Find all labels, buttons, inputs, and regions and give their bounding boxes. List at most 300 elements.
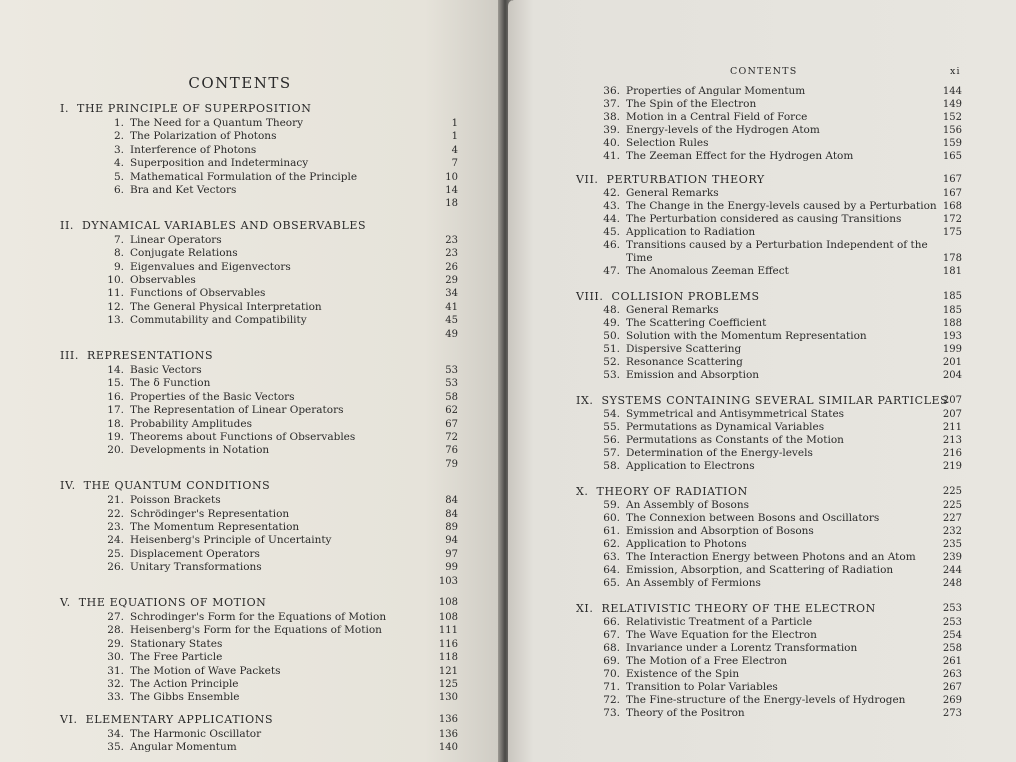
section-number: 20. — [107, 444, 124, 457]
chapter-heading — [60, 102, 311, 115]
chapter-page-number: 207 — [942, 395, 962, 406]
section-title: Energy-levels of the Hydrogen Atom — [626, 124, 820, 136]
section-number: 34. — [107, 727, 124, 740]
toc-entry — [104, 741, 237, 753]
section-title: The Polarization of Photons — [130, 130, 277, 143]
section-number: 19. — [107, 431, 124, 443]
section-title: Permutations as Constants of the Motion — [626, 434, 844, 446]
section-number: 8. — [113, 247, 124, 260]
section-number: 40. — [603, 137, 620, 149]
chapter-heading — [60, 596, 266, 609]
section-number: 58. — [603, 460, 620, 472]
toc-entry — [104, 391, 295, 403]
toc-entry — [104, 444, 269, 456]
section-title: General Remarks — [626, 187, 719, 199]
toc-entry — [104, 534, 331, 546]
toc-entry — [600, 213, 901, 225]
section-number: 38. — [603, 111, 620, 123]
section-page-number: 84 — [445, 508, 458, 520]
section-number: 42. — [603, 187, 620, 199]
section-title: Emission, Absorption, and Scattering of Radiation — [626, 564, 894, 576]
section-title: The Zeeman Effect for the Hydrogen Atom — [626, 150, 854, 162]
chapter-heading — [60, 479, 270, 492]
chapter-numeral: I. — [60, 102, 70, 115]
section-page-number: 263 — [942, 669, 962, 680]
page-title: CONTENTS — [188, 74, 292, 92]
section-number: 53. — [603, 369, 620, 381]
section-title: Bra and Ket Vectors — [130, 184, 237, 196]
section-number: 28. — [107, 624, 124, 637]
section-title: The Fine-structure of the Energy-levels of Hydrogen — [626, 694, 906, 706]
section-page-number: 172 — [942, 214, 962, 225]
section-number: 47. — [603, 265, 620, 277]
section-number: 25. — [107, 547, 124, 560]
section-title: Dispersive Scattering — [626, 343, 742, 355]
section-number: 69. — [603, 655, 620, 667]
section-number: 55. — [603, 421, 620, 433]
section-number: 32. — [107, 678, 124, 690]
section-title: The Anomalous Zeeman Effect — [626, 265, 789, 277]
section-page-number: 136 — [438, 728, 458, 740]
section-page-number: 84 — [445, 495, 458, 507]
section-page-number: 144 — [942, 86, 962, 97]
toc-entry — [104, 364, 202, 376]
section-page-number: 34 — [445, 288, 458, 300]
section-number: 45. — [603, 226, 620, 238]
toc-entry — [600, 460, 755, 472]
section-title: Theory of the Positron — [626, 707, 745, 719]
toc-entry — [104, 301, 322, 313]
section-number: 15. — [107, 377, 124, 390]
section-title: Basic Vectors — [130, 364, 202, 376]
section-title: Stationary States — [130, 637, 223, 650]
section-title: Displacement Operators — [130, 547, 260, 560]
section-page-number: 193 — [942, 331, 962, 342]
section-title: Mathematical Formulation of the Principle — [130, 170, 358, 183]
section-title: Superposition and Indeterminacy — [130, 157, 309, 170]
toc-entry — [600, 642, 857, 654]
section-title: Motion in a Central Field of Force — [626, 111, 808, 123]
section-title: General Remarks — [626, 304, 719, 316]
section-number: 22. — [107, 507, 124, 520]
toc-entry — [600, 304, 719, 316]
section-title: Functions of Observables — [130, 287, 266, 300]
section-number: 14. — [107, 364, 124, 376]
toc-entry — [104, 494, 221, 506]
section-number: 73. — [603, 707, 620, 719]
toc-entry — [600, 369, 759, 381]
chapter-heading — [576, 290, 760, 303]
toc-entry — [104, 418, 252, 430]
section-title: Observables — [130, 274, 196, 286]
section-page-number: 213 — [942, 435, 962, 446]
chapter-title: RELATIVISTIC THEORY OF THE ELECTRON — [601, 602, 876, 615]
toc-entry — [600, 124, 820, 136]
section-title: The Change in the Energy-levels caused by a Perturbation — [626, 200, 937, 212]
section-page-number: 219 — [942, 461, 962, 472]
section-page-number: 23 — [445, 234, 458, 246]
toc-entry — [104, 431, 355, 443]
toc-entry — [600, 111, 807, 123]
toc-entry — [104, 117, 303, 129]
toc-entry — [600, 356, 743, 368]
section-number: 5. — [113, 170, 124, 183]
section-number: 10. — [107, 274, 124, 286]
toc-entry — [104, 691, 240, 703]
toc-entry — [600, 265, 789, 277]
section-number: 29. — [107, 637, 124, 650]
section-number: 54. — [603, 408, 620, 420]
section-title: Angular Momentum — [130, 741, 237, 754]
section-title: The Motion of Wave Packets — [130, 664, 281, 677]
section-title: Linear Operators — [130, 233, 222, 246]
section-number: 68. — [603, 642, 620, 654]
chapter-page-number: 185 — [942, 291, 962, 302]
section-number: 56. — [603, 434, 620, 446]
section-number: 1. — [113, 117, 124, 129]
chapter-page-number: 253 — [942, 603, 962, 614]
toc-entry — [600, 187, 719, 199]
section-number: 52. — [603, 356, 620, 368]
toc-entry — [600, 538, 747, 550]
section-title: Interference of Photons — [130, 143, 257, 156]
section-title: Heisenberg's Form for the Equations of Motion — [130, 624, 382, 637]
section-title: Probability Amplitudes — [130, 417, 252, 430]
section-number: 30. — [107, 651, 124, 664]
toc-entry — [600, 668, 739, 680]
section-title: The Scattering Coefficient — [626, 317, 767, 329]
section-number: 37. — [603, 98, 620, 110]
chapter-title: THEORY OF RADIATION — [596, 485, 748, 498]
section-number: 49. — [603, 317, 620, 329]
toc-entry — [104, 665, 280, 677]
section-page-number: 239 — [942, 552, 962, 563]
section-number: 61. — [603, 525, 620, 537]
toc-entry — [104, 130, 276, 142]
chapter-title: REPRESENTATIONS — [86, 349, 214, 362]
section-page-number: 273 — [942, 708, 962, 719]
section-page-number: 168 — [942, 201, 962, 212]
chapter-title: COLLISION PROBLEMS — [611, 290, 760, 303]
section-title: Relativistic Treatment of a Particle — [626, 616, 813, 628]
chapter-heading — [60, 349, 213, 362]
section-title: The Need for a Quantum Theory — [130, 117, 304, 129]
section-page-number: 254 — [942, 630, 962, 641]
section-title: Permutations as Dynamical Variables — [626, 421, 825, 433]
section-number: 2. — [113, 130, 124, 143]
section-page-number: 7 — [451, 158, 458, 170]
section-number: 60. — [603, 512, 620, 524]
section-title: The Perturbation considered as causing Transitions — [626, 213, 902, 225]
section-number: 24. — [107, 534, 124, 547]
section-number: 41. — [603, 150, 620, 162]
section-number: 44. — [603, 213, 620, 225]
section-page-number: 116 — [438, 638, 458, 650]
section-number: 11. — [107, 287, 124, 300]
section-page-number: 121 — [438, 665, 458, 677]
section-page-number: 10 — [445, 171, 458, 183]
section-title: Application to Radiation — [626, 226, 756, 238]
section-page-number: 118 — [438, 652, 458, 664]
running-head: CONTENTS — [730, 66, 798, 77]
section-page-number: 103 — [438, 575, 458, 587]
section-number: 46. — [603, 239, 620, 251]
toc-entry — [104, 377, 210, 389]
chapter-numeral: X. — [576, 485, 589, 498]
toc-entry — [600, 681, 778, 693]
chapter-page-number: 225 — [942, 486, 962, 497]
section-page-number: 199 — [942, 344, 962, 355]
section-page-number: 225 — [942, 500, 962, 511]
toc-entry — [600, 98, 756, 110]
section-page-number: 14 — [445, 185, 458, 196]
section-page-number: 178 — [942, 253, 962, 264]
section-title: The Representation of Linear Operators — [130, 404, 344, 417]
toc-entry — [600, 707, 745, 719]
toc-entry — [104, 548, 260, 560]
chapter-numeral: V. — [60, 596, 71, 609]
section-title: The Momentum Representation — [130, 521, 300, 533]
toc-entry — [104, 234, 222, 246]
section-page-number: 227 — [942, 513, 962, 524]
section-title: Theorems about Functions of Observables — [130, 431, 356, 443]
chapter-numeral: VIII. — [576, 290, 604, 303]
section-page-number: 67 — [445, 418, 458, 430]
section-title: The General Physical Interpretation — [130, 300, 322, 313]
section-page-number: 29 — [445, 275, 458, 286]
section-page-number: 149 — [942, 99, 962, 110]
toc-entry — [600, 434, 844, 446]
section-title: Emission and Absorption of Bosons — [626, 525, 814, 537]
section-title: Application to Electrons — [626, 460, 755, 472]
chapter-title: SYSTEMS CONTAINING SEVERAL SIMILAR PARTICLES — [601, 394, 949, 407]
toc-entry — [600, 252, 653, 264]
section-number: 64. — [603, 564, 620, 576]
section-page-number: 156 — [942, 125, 962, 136]
section-title: Selection Rules — [626, 137, 709, 149]
section-number: 33. — [107, 691, 124, 704]
toc-entry — [600, 226, 755, 238]
section-page-number: 97 — [445, 548, 458, 560]
chapter-numeral: II. — [60, 218, 74, 232]
section-number: 16. — [107, 390, 124, 403]
section-number: 7. — [113, 233, 124, 246]
section-page-number: 99 — [445, 562, 458, 574]
section-page-number: 207 — [942, 409, 962, 420]
section-number: 39. — [603, 124, 620, 136]
section-page-number: 211 — [942, 422, 962, 433]
section-number: 51. — [603, 343, 620, 355]
section-title: The Spin of the Electron — [626, 98, 757, 110]
section-page-number: 53 — [445, 365, 458, 376]
section-number: 4. — [113, 157, 124, 170]
chapter-title: THE QUANTUM CONDITIONS — [83, 479, 271, 493]
toc-entry — [104, 274, 196, 286]
chapter-numeral: VI. — [60, 712, 78, 726]
section-page-number: 258 — [942, 643, 962, 654]
section-number: 31. — [107, 664, 124, 677]
section-number: 35. — [107, 741, 124, 754]
section-title: The Connexion between Bosons and Oscillators — [626, 512, 880, 524]
chapter-title: DYNAMICAL VARIABLES AND OBSERVABLES — [82, 218, 367, 232]
section-number: 72. — [603, 694, 620, 706]
section-page-number: 108 — [438, 612, 458, 623]
section-title: The Interaction Energy between Photons and an Atom — [626, 551, 916, 563]
toc-entry — [600, 616, 812, 628]
section-page-number: 62 — [445, 405, 458, 417]
toc-entry — [600, 408, 844, 420]
toc-entry — [600, 512, 879, 524]
toc-entry — [104, 144, 256, 156]
section-title: An Assembly of Bosons — [626, 499, 750, 511]
section-number: 36. — [603, 85, 620, 97]
chapter-page-number: 167 — [942, 174, 962, 185]
section-page-number: 167 — [942, 188, 962, 199]
toc-entry — [600, 317, 766, 329]
section-title: Schrodinger's Form for the Equations of Motion — [130, 611, 387, 623]
section-page-number: 41 — [445, 301, 458, 313]
section-number: 62. — [603, 538, 620, 550]
section-title: Conjugate Relations — [130, 247, 238, 260]
chapter-numeral: VII. — [576, 173, 599, 186]
toc-entry — [104, 247, 238, 259]
section-title: Properties of the Basic Vectors — [130, 390, 295, 403]
section-title: Poisson Brackets — [130, 494, 221, 507]
section-number: 48. — [603, 304, 620, 316]
toc-entry — [600, 551, 916, 563]
section-page-number: 45 — [445, 315, 458, 327]
chapter-heading — [576, 173, 765, 186]
toc-entry — [600, 629, 817, 641]
toc-entry — [104, 624, 382, 636]
section-page-number: 1 — [451, 131, 458, 143]
section-page-number: 58 — [445, 391, 458, 403]
toc-entry — [104, 184, 236, 196]
toc-entry — [104, 404, 343, 416]
section-title: Commutability and Compatibility — [130, 314, 307, 327]
chapter-numeral: IV. — [60, 479, 76, 493]
right-page — [508, 0, 1016, 762]
toc-entry — [600, 447, 813, 459]
chapter-page-number: 108 — [438, 597, 458, 608]
section-page-number: 72 — [445, 432, 458, 443]
toc-entry — [600, 239, 928, 251]
section-page-number: 1 — [451, 118, 458, 129]
section-page-number: 244 — [942, 565, 962, 576]
toc-entry — [104, 508, 289, 520]
toc-entry — [600, 655, 787, 667]
section-page-number: 140 — [438, 742, 458, 754]
toc-entry — [104, 171, 357, 183]
section-title: The δ Function — [130, 377, 211, 390]
section-number: 66. — [603, 616, 620, 628]
toc-entry — [104, 611, 386, 623]
chapter-title: ELEMENTARY APPLICATIONS — [85, 712, 274, 726]
section-page-number: 181 — [942, 266, 962, 277]
section-page-number: 216 — [942, 448, 962, 459]
section-page-number: 269 — [942, 695, 962, 706]
section-page-number: 26 — [445, 261, 458, 273]
section-page-number: 125 — [438, 679, 458, 690]
section-title: Eigenvalues and Eigenvectors — [130, 260, 291, 273]
section-page-number: 188 — [942, 318, 962, 329]
section-number: 59. — [603, 499, 620, 511]
section-page-number: 175 — [942, 227, 962, 238]
section-page-number: 76 — [445, 445, 458, 457]
section-page-number: 185 — [942, 305, 962, 316]
toc-entry — [600, 85, 805, 97]
toc-entry — [600, 200, 937, 212]
toc-entry — [600, 137, 709, 149]
section-title: Transition to Polar Variables — [626, 681, 778, 693]
section-number: 71. — [603, 681, 620, 693]
section-number: 67. — [603, 629, 620, 641]
left-page — [0, 0, 500, 762]
section-number: 13. — [107, 314, 124, 327]
section-page-number: 94 — [445, 535, 458, 547]
chapter-heading — [60, 713, 273, 726]
section-title: Developments in Notation — [130, 444, 270, 457]
chapter-heading — [576, 394, 948, 407]
section-title: Schrödinger's Representation — [130, 507, 290, 520]
section-page-number: 261 — [942, 656, 962, 667]
chapter-heading — [60, 219, 366, 232]
toc-entry — [104, 678, 239, 690]
section-page-number: 159 — [942, 138, 962, 149]
toc-entry — [104, 157, 308, 169]
section-title: Properties of Angular Momentum — [626, 85, 806, 97]
section-number: 27. — [107, 611, 124, 623]
section-number: 6. — [113, 184, 124, 196]
toc-entry — [104, 638, 222, 650]
page-folio: xi — [950, 66, 961, 77]
toc-entry — [104, 261, 291, 273]
toc-entry — [600, 330, 867, 342]
section-number: 26. — [107, 561, 124, 574]
section-number: 21. — [107, 494, 124, 507]
section-number: 43. — [603, 200, 620, 212]
section-number: 18. — [107, 417, 124, 430]
toc-entry — [104, 651, 222, 663]
section-number: 23. — [107, 521, 124, 533]
section-title: Solution with the Momentum Representation — [626, 330, 867, 342]
section-page-number: 89 — [445, 522, 458, 533]
toc-entry — [104, 287, 265, 299]
section-title: Unitary Transformations — [130, 561, 262, 574]
section-page-number: 253 — [942, 617, 962, 628]
section-number: 57. — [603, 447, 620, 459]
section-title: Transitions caused by a Perturbation Independent of the — [626, 239, 928, 251]
section-title: An Assembly of Fermions — [626, 577, 761, 589]
section-title: Application to Photons — [626, 538, 747, 550]
chapter-title: PERTURBATION THEORY — [606, 173, 765, 186]
section-title: Heisenberg's Principle of Uncertainty — [130, 534, 332, 547]
section-number: 50. — [603, 330, 620, 342]
section-page-number: 53 — [445, 378, 458, 390]
section-page-number: 204 — [942, 370, 962, 381]
section-page-number: 79 — [445, 458, 458, 470]
section-title: Invariance under a Lorentz Transformation — [626, 642, 858, 654]
toc-entry — [600, 694, 905, 706]
section-title: Existence of the Spin — [626, 668, 740, 680]
chapter-heading — [576, 602, 876, 615]
section-page-number: 232 — [942, 526, 962, 537]
toc-entry — [600, 150, 853, 162]
section-title: Emission and Absorption — [626, 369, 760, 381]
section-title: Symmetrical and Antisymmetrical States — [626, 408, 845, 420]
toc-entry — [600, 343, 741, 355]
toc-entry — [104, 728, 261, 740]
